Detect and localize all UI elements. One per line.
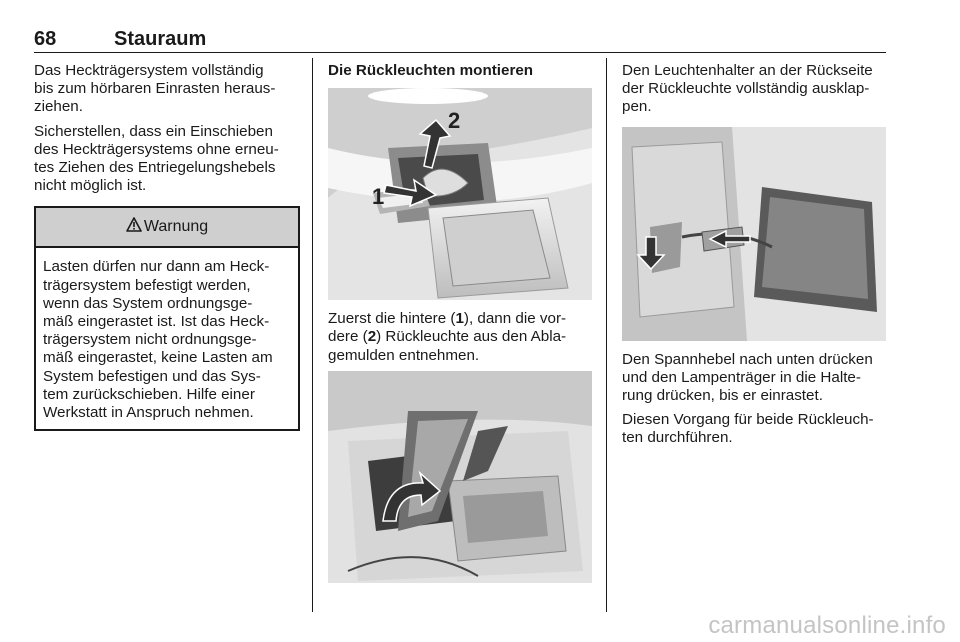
- paragraph: [34, 123, 300, 196]
- warning-text: [36, 248, 298, 429]
- text-line: Lasten dürfen nur dann am Heck-: [43, 258, 270, 276]
- column-right: [622, 62, 888, 454]
- page-header: [34, 26, 886, 53]
- warning-box: [34, 206, 300, 431]
- watermark: carmanualsonline.info: [708, 612, 946, 639]
- text-line: bis zum hörbaren Einrasten heraus-: [34, 80, 276, 98]
- text-line: dere (2) Rückleuchte aus den Abla-: [328, 328, 567, 346]
- warning-title: Warnung: [143, 218, 209, 236]
- text-line: Werkstatt in Anspruch nehmen.: [43, 404, 254, 422]
- column-middle: [328, 62, 594, 593]
- text-line: pen.: [622, 98, 652, 116]
- figure-callout-1: 1: [372, 184, 385, 210]
- lamp-holder-illustration: [622, 127, 886, 341]
- text-line: mäß eingerastet ist. Ist das Heck-: [43, 313, 270, 331]
- text-line: rung drücken, bis er einrastet.: [622, 387, 823, 405]
- text-line: ziehen.: [34, 98, 83, 116]
- text-line: System befestigen und das Sys-: [43, 367, 261, 385]
- paragraph: [622, 62, 888, 117]
- text-line: trägersystem nicht ordnungsge-: [43, 331, 257, 349]
- text-line: Den Leuchtenhalter an der Rückseite: [622, 62, 873, 79]
- paragraph: [622, 351, 888, 406]
- text-line: der Rückleuchte vollständig ausklap-: [622, 80, 870, 98]
- text-line: Diesen Vorgang für beide Rückleuch-: [622, 411, 874, 429]
- warning-header: [36, 208, 298, 248]
- text-line: tes Ziehen des Entriegelungshebels: [34, 159, 276, 177]
- text-line: Das Heckträgersystem vollständig: [34, 62, 264, 79]
- text-line: und den Lampenträger in die Halte-: [622, 368, 861, 386]
- text-line: wenn das System ordnungsge-: [43, 294, 253, 312]
- text-line: Den Spannhebel nach unten drücken: [622, 350, 873, 368]
- taillight-compartment-illustration: [328, 371, 592, 583]
- page-number: 68: [34, 28, 57, 50]
- text-line: Sicherstellen, dass ein Einschieben: [34, 122, 273, 140]
- text-line: mäß eingerastet, keine Lasten am: [43, 349, 273, 367]
- warning-triangle-icon: [126, 217, 142, 237]
- column-left: [34, 62, 300, 431]
- taillight-removal-illustration: [328, 88, 592, 300]
- chapter-title: Stauraum: [114, 28, 207, 50]
- callout-ref: 1: [455, 310, 464, 328]
- text-line: trägersystem befestigt werden,: [43, 276, 251, 294]
- paragraph: [34, 62, 300, 117]
- text-line: gemulden entnehmen.: [328, 346, 480, 364]
- paragraph: [622, 411, 888, 447]
- text-line: Zuerst die hintere (1), dann die vor-: [328, 310, 567, 328]
- text-line: des Heckträgersystems ohne erneu-: [34, 140, 279, 158]
- text-line: ten durchführen.: [622, 429, 733, 447]
- callout-ref: 2: [367, 328, 377, 346]
- column-divider: [606, 58, 607, 612]
- text-line: tem zurückschieben. Hilfe einer: [43, 385, 255, 403]
- column-divider: [312, 58, 313, 612]
- text-line: nicht möglich ist.: [34, 177, 147, 195]
- paragraph: [328, 310, 594, 365]
- figure-callout-2: 2: [448, 108, 461, 134]
- section-heading: Die Rückleuchten montieren: [328, 62, 534, 79]
